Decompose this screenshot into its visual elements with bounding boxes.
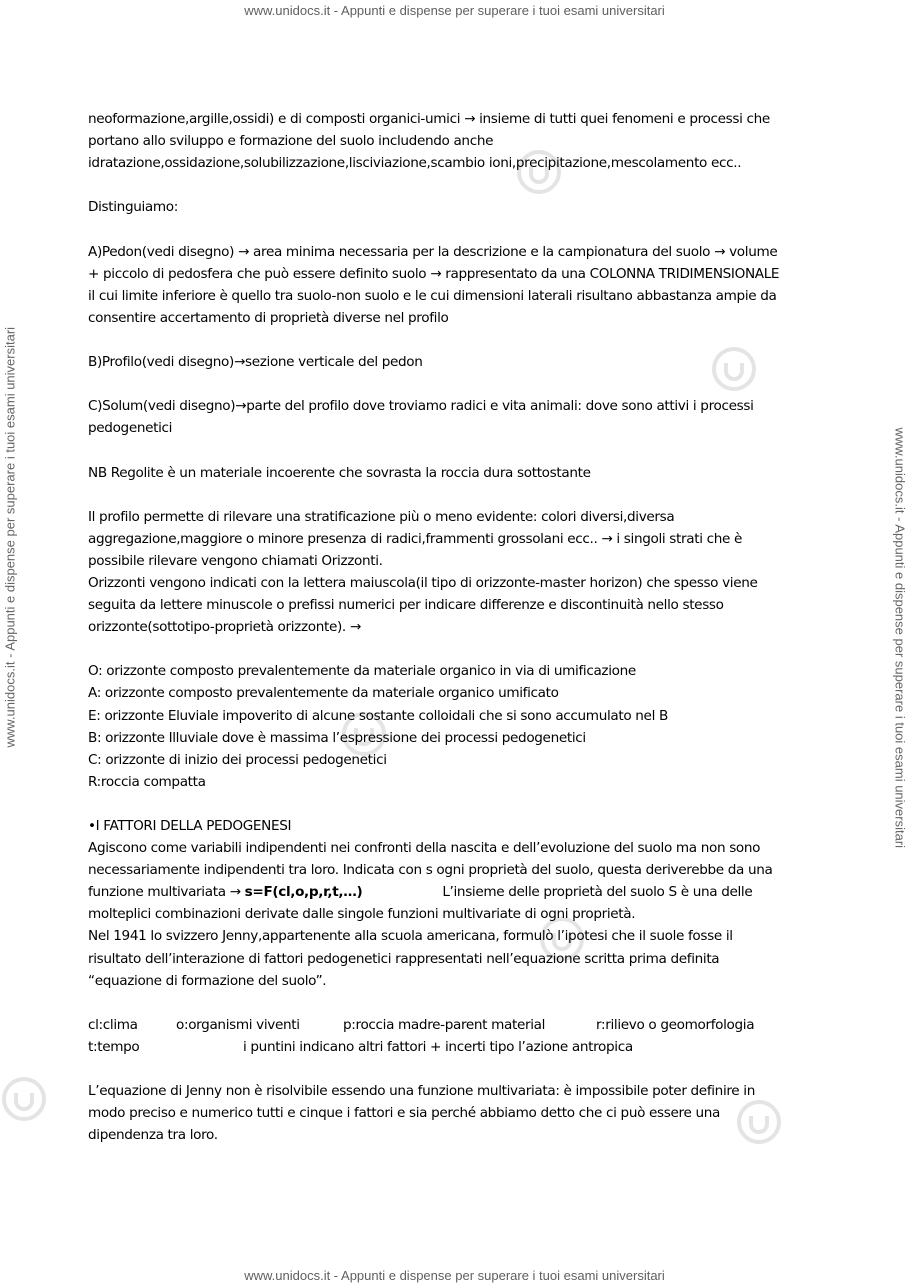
text-line: pedogenetici xyxy=(88,420,173,437)
text-line: A)Pedon(vedi disegno) → area minima necessaria per la descrizione e la campionatura del suolo → volume xyxy=(88,243,778,260)
left-side-watermark: www.unidocs.it - Appunti e dispense per superare i tuoi esami universitari xyxy=(2,326,18,748)
factors-row xyxy=(88,1036,833,1058)
text-line: aggregazione,maggiore o minore presenza di radici,frammenti grossolani ecc.. → i singoli strati che è xyxy=(88,530,743,547)
factor-item: i puntini indicano altri fattori + incerti tipo l’azione antropica xyxy=(243,1038,633,1055)
text-line: orizzonte(sottotipo-proprietà orizzonte). → xyxy=(88,619,361,636)
unidocs-logo-icon xyxy=(0,1075,48,1123)
text-line: Il profilo permette di rilevare una stratificazione più o meno evidente: colori diversi,diversa xyxy=(88,508,675,525)
text-line: Agiscono come variabili indipendenti nei confronti della nascita e dell’evoluzione del suolo ma non sono xyxy=(88,840,761,857)
factor-item: cl:clima xyxy=(88,1016,138,1033)
text-line: il cui limite inferiore è quello tra suolo-non suolo e le cui dimensioni laterali risultano abbastanza ampie da xyxy=(88,287,777,304)
text-line: C)Solum(vedi disegno)→parte del profilo dove troviamo radici e vita animali: dove sono attivi i processi xyxy=(88,398,754,415)
formula-line xyxy=(88,881,833,903)
text-line: necessariamente indipendenti tra loro. Indicata con s ogni proprietà del suolo, questa deriverebbe da una xyxy=(88,862,773,879)
text-line: portano allo sviluppo e formazione del suolo includendo anche xyxy=(88,133,494,150)
text-line: Orizzonti vengono indicati con la lettera maiuscola(il tipo di orizzonte-master horizon) che spesso viene xyxy=(88,574,758,591)
header-banner: www.unidocs.it - Appunti e dispense per superare i tuoi esami universitari xyxy=(244,3,665,18)
factor-item: t:tempo xyxy=(88,1038,140,1055)
text-line: Distinguiamo: xyxy=(88,199,178,216)
factor-item: p:roccia madre-parent material xyxy=(343,1016,546,1033)
formula-suffix: L’insieme delle proprietà del suolo S è una delle xyxy=(442,884,753,901)
text-line: possibile rilevare vengono chiamati Orizzonti. xyxy=(88,552,383,569)
horizon-item: O: orizzonte composto prevalentemente da materiale organico in via di umificazione xyxy=(88,663,636,680)
factor-item: r:rilievo o geomorfologia xyxy=(596,1016,755,1033)
text-line: “equazione di formazione del suolo”. xyxy=(88,972,327,989)
horizon-item: R:roccia compatta xyxy=(88,773,206,790)
text-line: idratazione,ossidazione,solubilizzazione,lisciviazione,scambio ioni,precipitazione,mescolamento ecc.. xyxy=(88,155,742,172)
text-line: consentire accertamento di proprietà diverse nel profilo xyxy=(88,309,449,326)
text-line: risultato dell’interazione di fattori pedogenetici rappresentati nell’equazione scritta prima definita xyxy=(88,950,720,967)
text-line: NB Regolite è un materiale incoerente che sovrasta la roccia dura sottostante xyxy=(88,464,591,481)
text-line: B)Profilo(vedi disegno)→sezione verticale del pedon xyxy=(88,354,423,371)
factor-item: o:organismi viventi xyxy=(176,1016,300,1033)
text-line: + piccolo di pedosfera che può essere definito suolo → rappresentato da una COLONNA TRIDIMENSIONALE xyxy=(88,265,780,282)
formula: s=F(cl,o,p,r,t,…) xyxy=(244,884,363,901)
horizon-item: B: orizzonte Illuviale dove è massima l’espressione dei processi pedogenetici xyxy=(88,729,586,746)
text-line: Nel 1941 lo svizzero Jenny,appartenente alla scuola americana, formulò l’ipotesi che il suole fosse il xyxy=(88,928,733,945)
horizon-item: E: orizzonte Eluviale impoverito di alcune sostante colloidali che si sono accumulato nel B xyxy=(88,707,668,724)
footer-banner: www.unidocs.it - Appunti e dispense per superare i tuoi esami universitari xyxy=(244,1268,665,1283)
factors-row xyxy=(88,1014,833,1036)
text-line: modo preciso e numerico tutti e cinque i fattori e sia perché abbiamo detto che ci può essere una xyxy=(88,1105,720,1122)
right-side-watermark: www.unidocs.it - Appunti e dispense per superare i tuoi esami universitari xyxy=(892,427,908,849)
horizon-item: A: orizzonte composto prevalentemente da materiale organico umificato xyxy=(88,685,559,702)
text-line: L’equazione di Jenny non è risolvibile essendo una funzione multivariata: è impossibile poter definire in xyxy=(88,1083,755,1100)
horizon-item: C: orizzonte di inizio dei processi pedogenetici xyxy=(88,751,387,768)
formula-prefix: funzione multivariata → xyxy=(88,884,245,901)
text-line: molteplici combinazioni derivate dalle singole funzioni multivariate di ogni proprietà. xyxy=(88,906,636,923)
text-line: dipendenza tra loro. xyxy=(88,1127,218,1144)
text-line: seguita da lettere minuscole o prefissi numerici per indicare differenze e discontinuità nello stesso xyxy=(88,597,724,614)
document-body xyxy=(88,108,833,1146)
text-line: neoformazione,argille,ossidi) e di composti organici-umici → insieme di tutti quei fenomeni e processi che xyxy=(88,111,770,127)
section-heading: •I FATTORI DELLA PEDOGENESI xyxy=(88,818,292,834)
